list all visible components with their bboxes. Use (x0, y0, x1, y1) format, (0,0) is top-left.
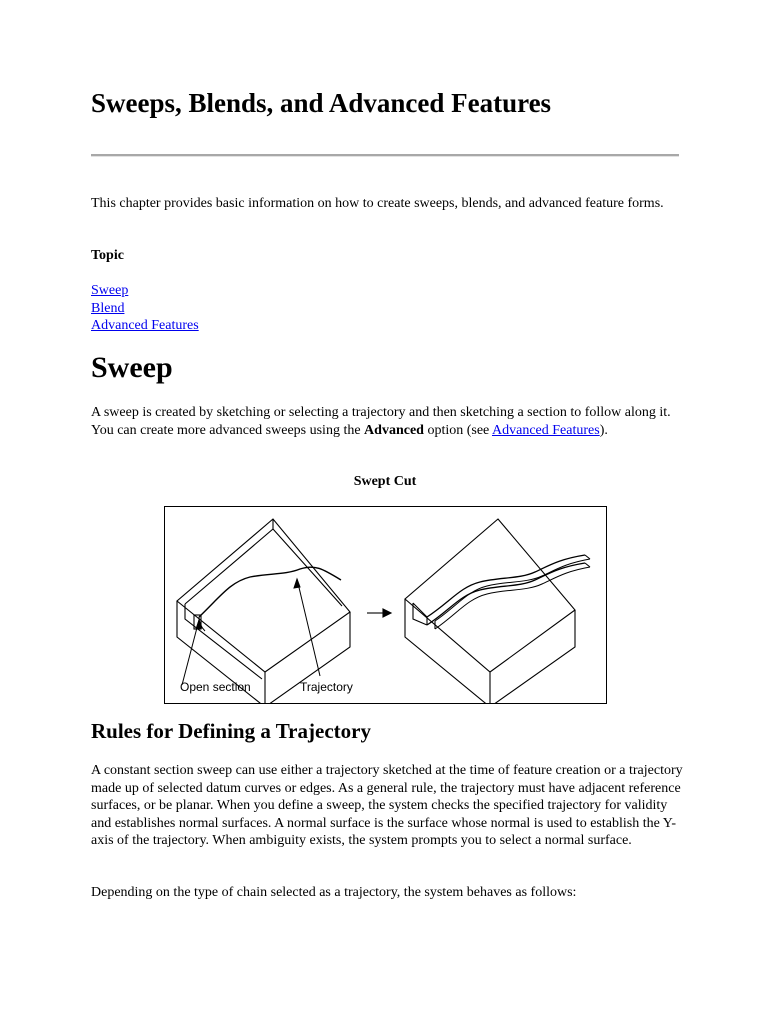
link-sweep[interactable]: Sweep (91, 283, 129, 298)
advanced-bold-text: Advanced (364, 422, 424, 438)
sweep-text-mid: option (see (423, 422, 492, 438)
link-blend[interactable]: Blend (91, 300, 125, 316)
sweep-text-before: A sweep is created by sketching or selecting a trajectory and then sketching a section to follow along it. You can create more advanced sweeps using the (91, 405, 671, 438)
advanced-features-inline-link[interactable]: Advanced Features (492, 422, 600, 438)
swept-cut-figure (164, 506, 607, 704)
swept-cut-illustration (165, 507, 606, 703)
left-block-drawing (177, 519, 350, 703)
page-title: Sweeps, Blends, and Advanced Features (91, 88, 552, 118)
open-section-label: Open section (180, 680, 251, 694)
depending-paragraph: Depending on the type of chain selected as a trajectory, the system behaves as follows: (91, 885, 577, 900)
horizontal-rule (91, 154, 679, 157)
rules-heading: Rules for Defining a Trajectory (91, 719, 371, 743)
sweep-paragraph (91, 404, 679, 439)
topic-label: Topic (91, 248, 124, 263)
intro-paragraph: This chapter provides basic information on how to create sweeps, blends, and advanced feature forms. (91, 196, 664, 211)
topic-links (91, 282, 199, 335)
figure-caption: Swept Cut (353, 474, 417, 489)
trajectory-label: Trajectory (300, 680, 353, 694)
sweep-heading: Sweep (91, 351, 173, 384)
label-leaders (182, 579, 320, 685)
rules-paragraph: A constant section sweep can use either a trajectory sketched at the time of feature creation or a trajectory made up of selected datum curves or edges. As a general rule, the trajectory must have adjacent reference surfaces, or be planar. When you define a sweep, the system checks the specified trajectory for validity and establishes normal surfaces. A normal surface is the surface whose normal is used to establish the Y-axis of the trajectory. When ambiguity exists, the system prompts you to select a normal surface. (91, 763, 683, 848)
transition-arrow (367, 609, 391, 617)
link-advanced-features[interactable]: Advanced Features (91, 318, 199, 333)
right-block-drawing (405, 519, 590, 703)
sweep-text-after: ). (599, 422, 608, 438)
